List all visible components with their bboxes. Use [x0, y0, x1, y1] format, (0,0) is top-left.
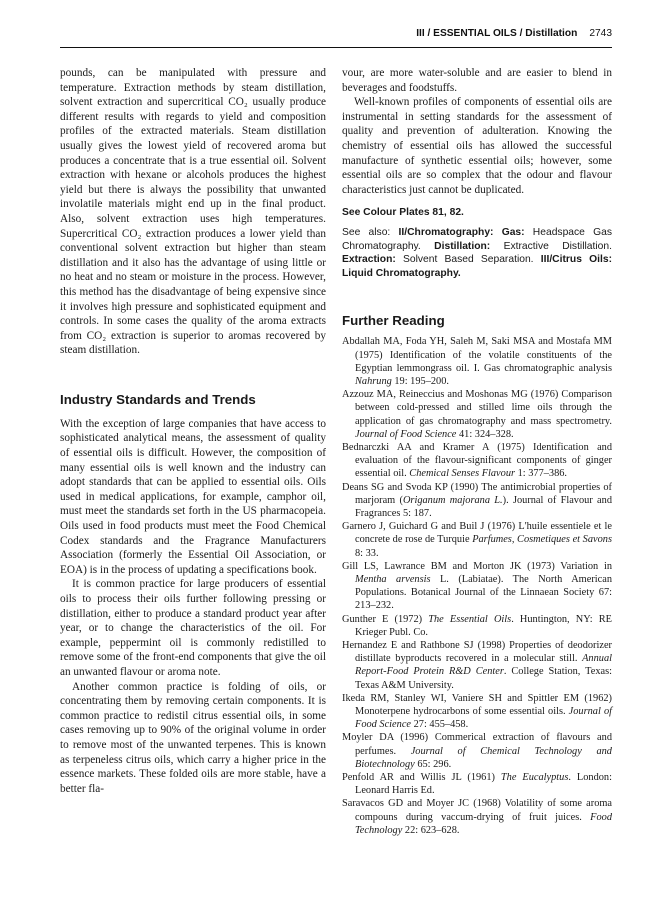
- body-paragraph: Another common practice is folding of oils, or concentrating them by removing certain components. It is common practice to redistil citrus essential oils, in some cases removing up to 90% of the original volume in order to remove most of the unwanted terpenes. This is known as terpeneless citrus oils, which carry a higher price in the essence markets. These folded oils are more stable, have a better fla-: [60, 680, 326, 795]
- see-also-link[interactable]: Distillation:: [434, 240, 491, 252]
- section-heading-industry-standards: Industry Standards and Trends: [60, 391, 256, 407]
- page-number: 2743: [589, 28, 612, 39]
- see-also-link[interactable]: III/Citrus Oils: Liquid Chromatography.: [342, 254, 612, 279]
- body-paragraph: It is common practice for large producers of essential oils to process their oils further following pressing or distillation, either to produce a standard product year after year, or to change the characteristics of the oil. For example, peppermint oil is commonly redistilled to remove some of the front-end components that give the oil an unwanted flavour or aroma note.: [60, 578, 326, 678]
- reference-list: [342, 335, 612, 837]
- left-column: [60, 66, 326, 796]
- header-rule: [60, 47, 612, 48]
- reference-item: Penfold AR and Willis JL (1961) The Eucalyptus. London: Leonard Harris Ed.: [342, 772, 612, 797]
- reference-item: Abdallah MA, Foda YH, Saleh M, Saki MSA and Mostafa MM (1975) Identification of the volatile constituents of the Egyptian lemmongrass oil. I. Gas chromatographic analysis Nahrung 19: 195–200.: [342, 336, 612, 387]
- reference-item: Garnero J, Guichard G and Buil J (1976) L'huile essentiele et le concrete de rose de Turquie Parfumes, Cosmetiques et Savons 8: 33.: [342, 521, 612, 559]
- reference-item: Gunther E (1972) The Essential Oils. Huntington, NY: RE Krieger Publ. Co.: [342, 613, 612, 638]
- body-paragraph: Well-known profiles of components of essential oils are instrumental in setting standards for the assessment of quality and prevention of adulteration. Knowing the chemistry of essential oils has allowed the successful manufacture of synthetic essential oils; however, some essential oils are so complex that the odour and flavour characteristics just cannot be duplicated.: [342, 96, 612, 196]
- see-also-link[interactable]: Extraction:: [342, 254, 396, 266]
- body-paragraph: With the exception of large companies that have access to sophisticated analytical means, the assessment of quality of essential oils is difficult. However, the composition of many essential oils is well known and the industry can adopt standards that can be applied to essential oils. Oils used in medical applications, for example, camphor oil, must meet the standards set forth in the US pharmacopeia. Oils used in food products must meet the Food Chemical Codex standards and the Fragrance Manufacturers Association (formerly the Essential Oil Association, or EOA) is in the process of updating a specifications book.: [60, 417, 326, 576]
- reference-item: Ikeda RM, Stanley WI, Vaniere SH and Spittler EM (1962) Monoterpene hydrocarbons of some essential oils. Journal of Food Science 27: 455–458.: [342, 692, 612, 731]
- section-heading-further-reading: Further Reading: [342, 313, 445, 329]
- reference-item: Bednarczki AA and Kramer A (1975) Identification and evaluation of the flavour-significant components of ginger essential oil. Chemical Senses Flavour 1: 377–386.: [342, 441, 612, 480]
- running-title: III / ESSENTIAL OILS / Distillation: [416, 28, 578, 39]
- reference-item: Gill LS, Lawrance BM and Morton JK (1973) Variation in Mentha arvensis L. (Labiatae). The North American Populations. Botanical Journal of the Linnaean Society 67: 213–232.: [342, 560, 612, 612]
- running-header: [60, 28, 612, 44]
- see-also: See also: II/Chromatography: Gas: Headspace Gas Chromatography. Distillation: Extractive Distillation. Extraction: Solvent Based Separation. III/Citrus Oils: Liquid Chromatography.: [342, 226, 613, 279]
- reference-item: Hernandez E and Rathbone SJ (1998) Properties of deodorizer distillate byproducts recovered in a molecular still. Annual Report-Food Protein R&D Center. College Station, Texas: Texas A&M University.: [342, 639, 612, 691]
- reference-item: Moyler DA (1996) Commerical extraction of flavours and perfumes. Journal of Chemical Technology and Biotechnology 65: 296.: [342, 732, 612, 770]
- reference-item: Azzouz MA, Reineccius and Moshonas MG (1976) Comparison between cold-pressed and stilled lime oils through the application of gas chromatography and mass spectrometry. Journal of Food Science 41: 324–328.: [342, 389, 612, 440]
- right-column: [342, 66, 612, 837]
- see-also-link[interactable]: II/Chromatography: Gas:: [398, 226, 525, 238]
- see-also-prefix: See also:: [342, 226, 399, 238]
- body-paragraph: vour, are more water-soluble and are easier to blend in beverages and foodstuffs.: [342, 67, 612, 94]
- reference-item: Deans SG and Svoda KP (1990) The antimicrobial properties of marjoram (Origanum majorana L.). Journal of Flavour and Fragrances 5: 187.: [342, 481, 612, 519]
- body-paragraph: pounds, can be manipulated with pressure and temperature. Extraction methods by steam distillation, solvent extraction and supercritical CO₂ usually produce different results with regards to yield and composition profiles of the extracted materials. Steam distillation usually gives the lowest yield of recovered aroma but produces a concentrate that is a true essential oil. Solvent extraction with hexane or alcohols produces the highest yield but there is always the possibility that unwanted involatile materials might end up in the final product. Also, solvent extraction uses high temperatures. Supercritical CO₂ extraction produces a lower yield than conventional solvent extraction but higher than steam distillation and it also has the advantage of using little or no heat and no steam or moisture in the process. However, this method has the disadvantage of being expensive since it involves high pressure and sophisticated equipment and controls. In some cases the quality of the aroma extracts from CO₂ extraction is superior to aromas recovered by steam distillation.: [60, 67, 326, 357]
- reference-item: Saravacos GD and Moyer JC (1968) Volatility of some aroma compouns during vaccum-drying of fruit juices. Food Technology 22: 623–628.: [342, 798, 612, 836]
- see-colour-plates: See Colour Plates 81, 82.: [342, 207, 464, 219]
